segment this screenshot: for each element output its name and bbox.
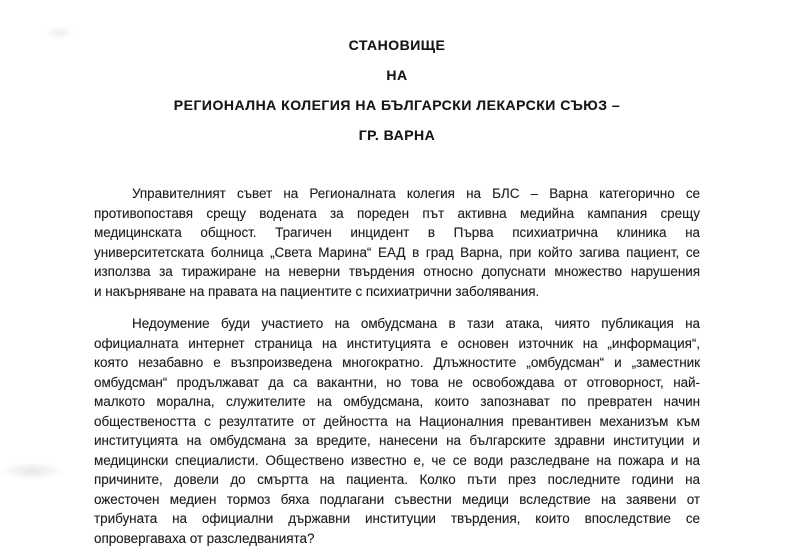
text-line: Недоумение буди участието на омбудсмана в тази атака, чиято публикация на: [132, 316, 700, 331]
text-line: официалната интернет страница на институцията е основен източник на „информация“,: [94, 335, 700, 351]
text-line: трибуната на официални държавни институции твърдения, които впоследствие се: [94, 511, 700, 526]
text-line: малкото морална, служителите на омбудсмана, които запознават по превратен начин: [94, 394, 700, 409]
text-line: медицински специалисти. Обществено известно е, че се води разследване на пожара и на: [94, 452, 700, 468]
text-line: медицинската общност. Трагичен инцидент в Първа психиатрична клиника на: [94, 225, 700, 240]
title-line-4: ГР. ВАРНА: [358, 127, 436, 143]
text-line: Управителният съвет на Регионалната колегия на БЛС – Варна категорично се: [132, 186, 700, 201]
paragraph-2: [94, 314, 700, 548]
text-line: институцията на омбудсмана за вредите, нанесени на българските здравни институции и: [94, 433, 700, 448]
text-line: използва за тиражиране на неверни твърдения относно допуснати множество нарушения: [94, 264, 700, 279]
text-line: университетската болница „Света Марина“ ЕАД в град Варна, при който загива пациент, се: [94, 244, 700, 260]
text-line: омбудсман“ продължават да са вакантни, но това не освобождава от отговорност, най-: [94, 374, 700, 390]
text-line: и накърняване на правата на пациентите с психиатрични заболявания.: [94, 283, 540, 299]
text-line: ожесточен медиен тормоз бяха подлагани съвестни медици вследствие на заявени от: [94, 491, 700, 507]
text-line: опровергаваха от разследванията?: [94, 530, 315, 546]
text-line: която незабавно е възпроизведена многократно. Длъжностите „омбудсман“ и „заместник: [94, 355, 700, 370]
title-line-1: СТАНОВИЩЕ: [348, 37, 446, 53]
text-line: обществеността с резултатите от дейността на Националния превантивен механизъм към: [94, 413, 700, 429]
statement-title: [94, 30, 700, 150]
title-line-2: НА: [386, 67, 408, 83]
title-line-3: РЕГИОНАЛНА КОЛЕГИЯ НА БЪЛГАРСКИ ЛЕКАРСКИ СЪЮЗ –: [173, 97, 621, 113]
text-line: причините, довели до смъртта на пациента. Колко пъти през последните години на: [94, 472, 700, 487]
text-line: противопоставя срещу водената за пореден път активна медийна кампания срещу: [94, 205, 700, 221]
paragraph-1: [94, 184, 700, 301]
